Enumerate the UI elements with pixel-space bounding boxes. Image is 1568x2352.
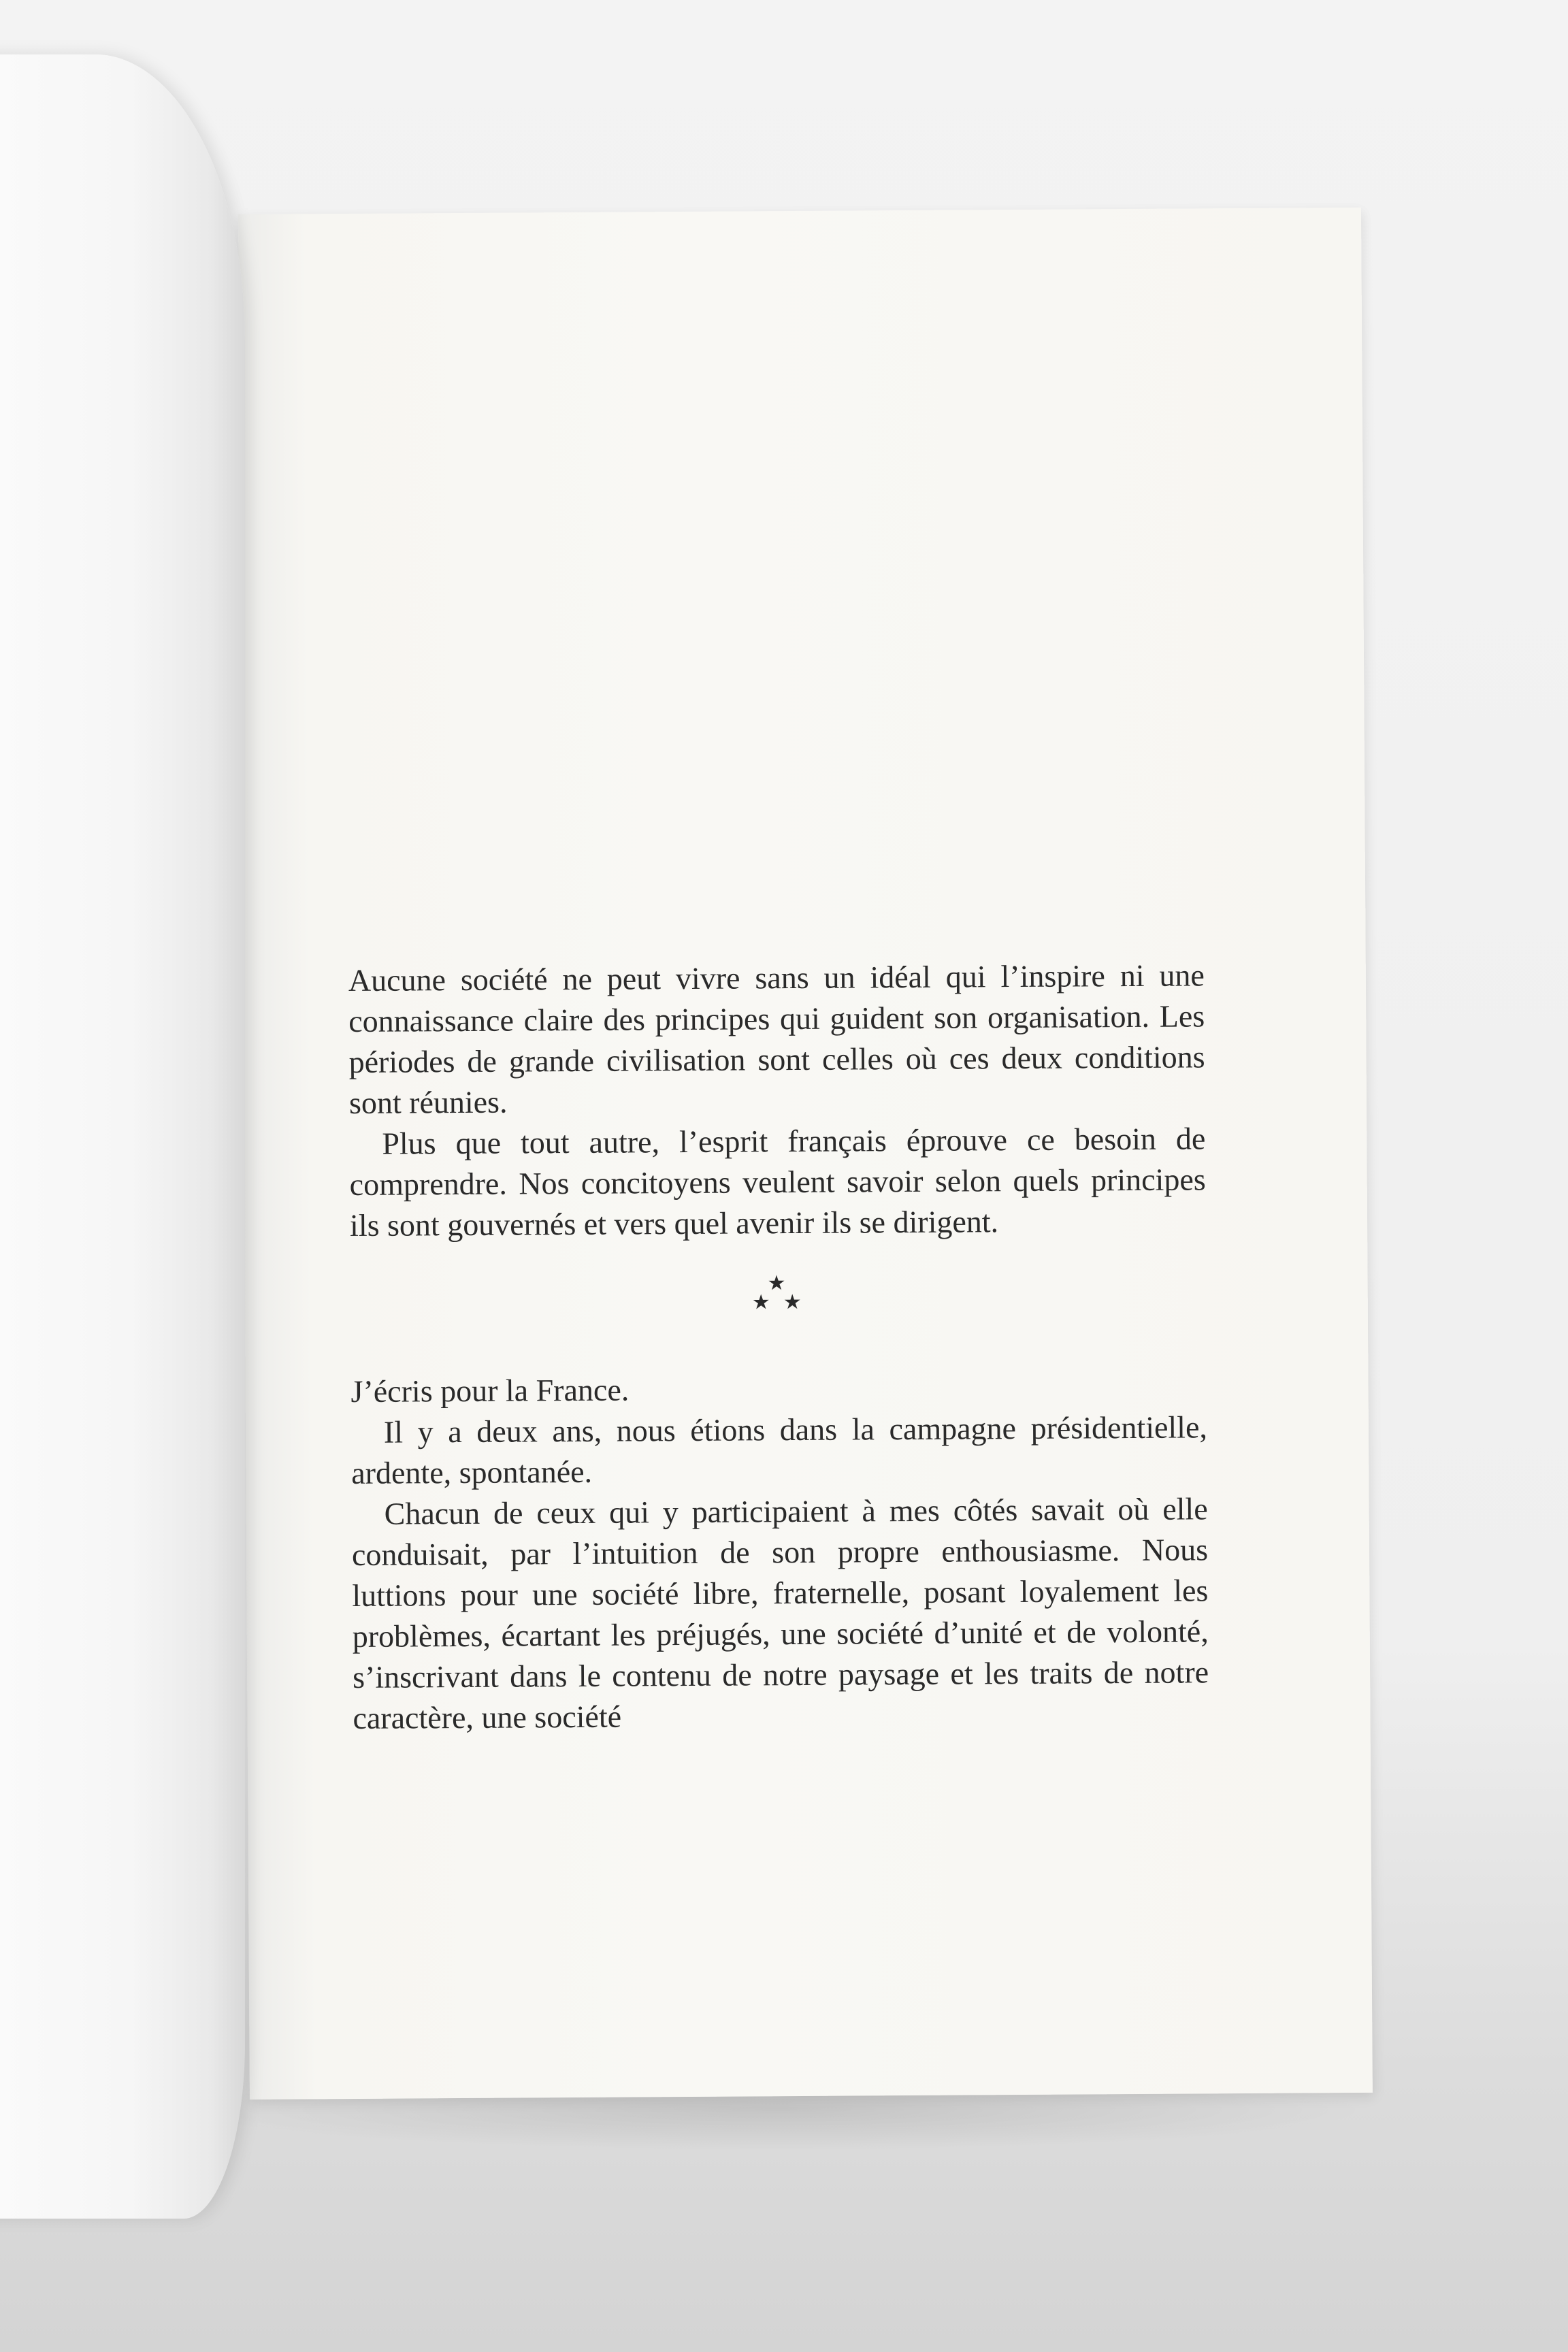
asterism-star-top: ★ (767, 1272, 786, 1295)
asterism-star-left: ★ (751, 1291, 770, 1314)
book-page (238, 208, 1373, 2100)
paragraph-4: Il y a deux ans, nous étions dans la campagne présidentielle, ardente, spontanée. (351, 1409, 1208, 1491)
paragraph-3: J’écris pour la France. (350, 1372, 630, 1409)
asterism-star-right: ★ (783, 1290, 802, 1314)
paragraph-5: Chacun de ceux qui y participaient à mes côtés savait où elle conduisait, par l’intuition de son propre enthousiasme. Nous luttions pour une société libre, fraternelle, posant loyalement les problèmes, écartant les préjugés, une société d’unité et de volonté, s’inscrivant dans le contenu de notre paysage et les traits de notre caractère, une société (351, 1491, 1209, 1736)
book-cover-curved (0, 54, 245, 2219)
page-text (348, 955, 1209, 1739)
paragraph-2: Plus que tout autre, l’esprit français éprouve ce besoin de comprendre. Nos concitoyens veulent savoir selon quels principes ils sont gouvernés et vers quel avenir ils se dirigent. (349, 1121, 1206, 1243)
paragraph-1: Aucune société ne peut vivre sans un idéal qui l’inspire ni une connaissance claire des principes qui guident son organisation. Les périodes de grande civilisation sont celles où ces deux conditions sont réunies. (348, 958, 1205, 1121)
asterism (350, 1260, 1207, 1345)
